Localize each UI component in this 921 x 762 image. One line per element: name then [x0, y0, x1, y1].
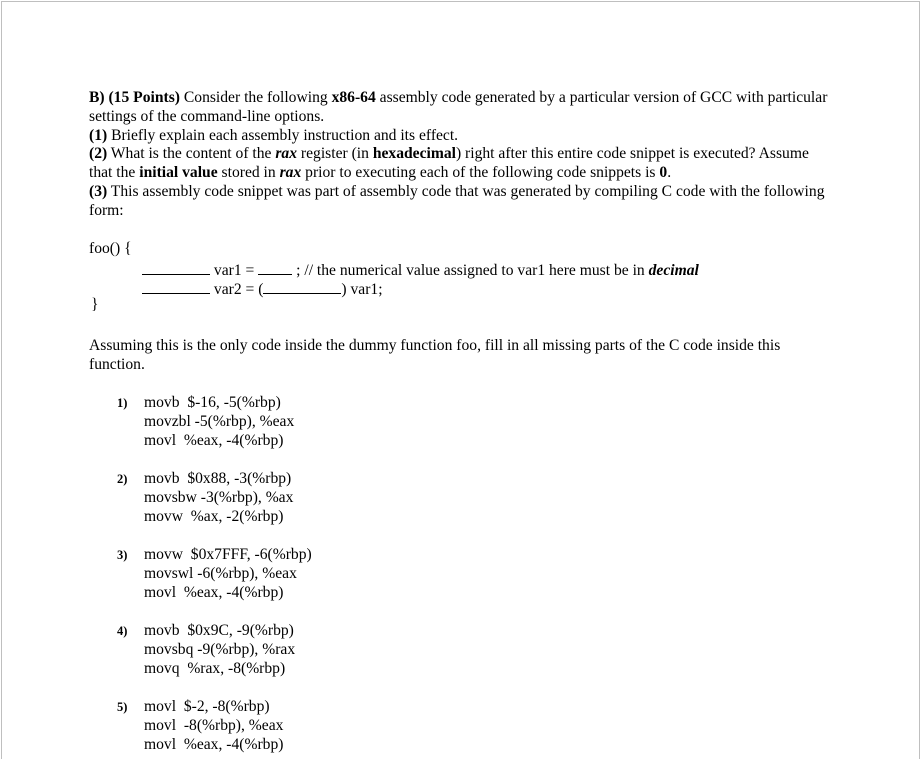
- asm-line: movl %eax, -4(%rbp): [144, 584, 284, 601]
- instructions-text: Assuming this is the only code inside the dummy function foo, fill in all missing parts of the C code inside this function.: [89, 337, 781, 373]
- fill-blank: [142, 279, 210, 294]
- asm-line: movb $-16, -5(%rbp): [144, 394, 281, 411]
- asm-line: movq %rax, -8(%rbp): [144, 660, 286, 677]
- asm-line: movsbw -3(%rbp), %ax: [144, 489, 294, 506]
- asm-line: movl -8(%rbp), %eax: [144, 717, 284, 734]
- snippet-number: 2): [117, 472, 128, 486]
- part-1: (1) Briefly explain each assembly instruction and its effect.: [89, 126, 459, 144]
- fill-blank: [142, 260, 210, 275]
- document-page: [1, 1, 920, 759]
- asm-line: movb $0x88, -3(%rbp): [144, 470, 292, 487]
- snippet-number: 3): [117, 548, 128, 562]
- snippet-number: 5): [117, 700, 128, 714]
- asm-line: movsbq -9(%rbp), %rax: [144, 641, 296, 658]
- c-code-open: foo() {: [89, 240, 132, 257]
- asm-line: movzbl -5(%rbp), %eax: [144, 413, 295, 430]
- asm-line: movb $0x9C, -9(%rbp): [144, 622, 294, 639]
- snippet-number: 1): [117, 396, 128, 410]
- fill-blank: [258, 260, 292, 275]
- question-label: B) (15 Points): [89, 89, 180, 106]
- asm-line: movl %eax, -4(%rbp): [144, 736, 284, 753]
- c-code-line-var2: var2 = ( ) var1;: [142, 279, 383, 299]
- part-2: (2) What is the content of the rax register (in hexadecimal) right after this entire code snippet is executed? Assume that the initial value stored in rax prior to executing each of the following code snippets is 0.: [89, 145, 809, 182]
- part-3: (3) This assembly code snippet was part of assembly code that was generated by compiling C code with the following form:: [89, 182, 825, 219]
- snippet-number: 4): [117, 624, 128, 638]
- c-code-line-var1: var1 = ; // the numerical value assigned to var1 here must be in decimal: [142, 260, 699, 280]
- asm-line: movl %eax, -4(%rbp): [144, 432, 284, 449]
- asm-line: movl $-2, -8(%rbp): [144, 698, 270, 715]
- question-intro: B) (15 Points) Consider the following x86-64 assembly code generated by a particular version of GCC with particular settings of the command-line options.: [89, 89, 828, 125]
- asm-line: movw $0x7FFF, -6(%rbp): [144, 546, 312, 563]
- fill-blank: [263, 279, 341, 294]
- asm-line: movswl -6(%rbp), %eax: [144, 565, 297, 582]
- c-code-close: }: [91, 296, 99, 313]
- asm-line: movw %ax, -2(%rbp): [144, 508, 284, 525]
- question-text: [89, 89, 829, 221]
